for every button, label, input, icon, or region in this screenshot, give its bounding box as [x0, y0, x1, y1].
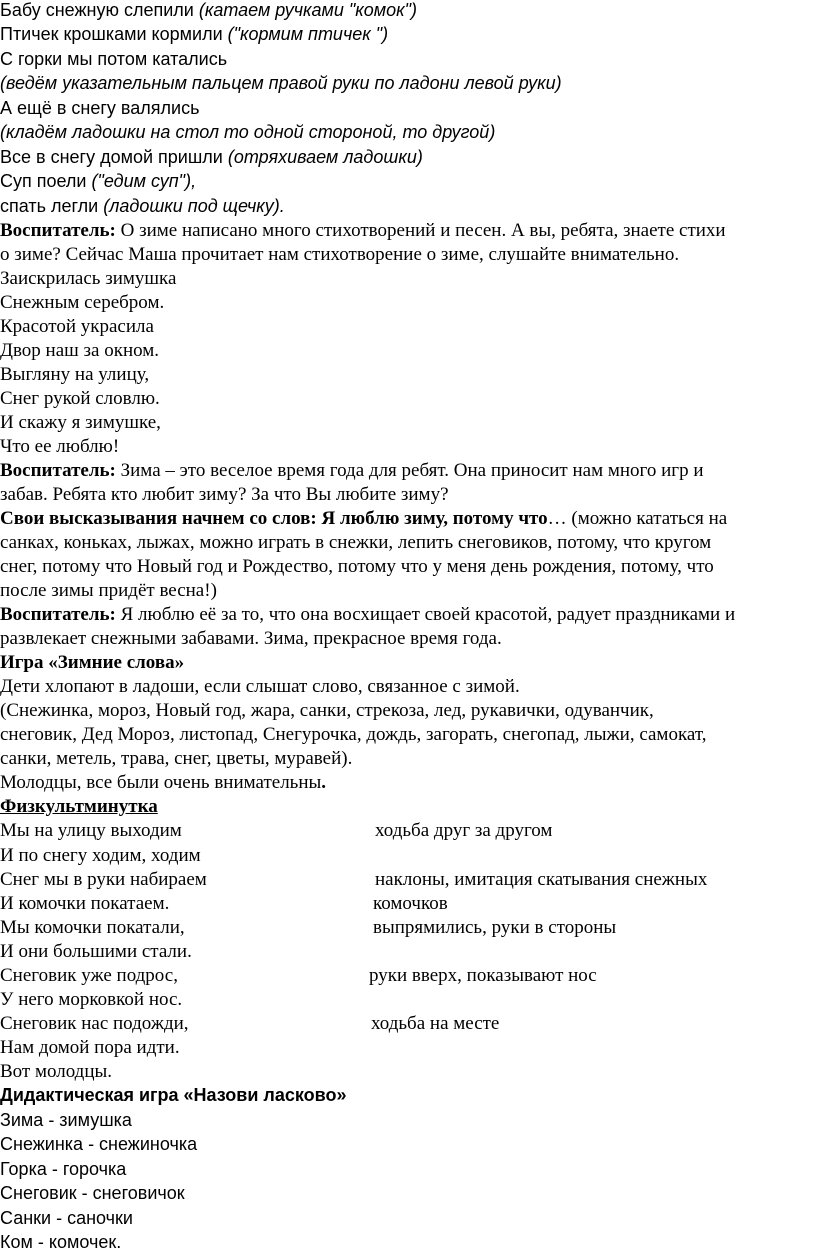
teacher-paragraph: Воспитатель: Зима – это веселое время года для ребят. Она приносит нам много игр и [0, 460, 704, 481]
rhyme-line: Птичек крошками кормили ("кормим птичек ") [0, 24, 389, 44]
word-pair: Снеговик - снеговичок [0, 1183, 185, 1203]
exercise-verse: Мы на улицу выходим [0, 820, 182, 841]
poem-line: Снежным серебром. [0, 292, 165, 313]
poem-line: Двор наш за окном. [0, 340, 160, 361]
word-pair: Горка - горочка [0, 1159, 127, 1179]
word-pair: Зима - зимушка [0, 1110, 132, 1130]
rhyme-line: А ещё в снегу валялись [0, 98, 200, 118]
exercise-verse: У него морковкой нос. [0, 989, 183, 1010]
exercise-verse: Вот молодцы. [0, 1061, 113, 1082]
rhyme-line: Бабу снежную слепили (катаем ручками "комок") [0, 0, 418, 20]
exercise-action: комочков [373, 893, 448, 914]
exercise-verse: Нам домой пора идти. [0, 1037, 180, 1058]
poem-line: Красотой украсила [0, 316, 154, 337]
statements-line: после зимы придёт весна!) [0, 580, 217, 601]
game-title: Игра «Зимние слова» [0, 652, 185, 673]
word-pair: Снежинка - снежиночка [0, 1134, 198, 1154]
poem-line: Что ее люблю! [0, 436, 120, 457]
rhyme-line: Суп поели ("едим суп"), [0, 171, 197, 191]
teacher-paragraph: Воспитатель: Я люблю её за то, что она восхищает своей красотой, радует праздниками и [0, 604, 736, 625]
rhyme-line: (кладём ладошки на стол то одной стороной, то другой) [0, 122, 496, 142]
exercise-verse: Снеговик нас подожди, [0, 1013, 189, 1034]
exercise-verse: И комочки покатаем. [0, 893, 170, 914]
poem-line: Заискрилась зимушка [0, 268, 177, 289]
rhyme-line: Все в снегу домой пришли (отряхиваем ладошки) [0, 147, 423, 167]
didactic-game-title: Дидактическая игра «Назови ласково» [0, 1085, 347, 1105]
teacher-paragraph-cont: забав. Ребята кто любит зиму? За что Вы любите зиму? [0, 484, 449, 505]
exercise-action: наклоны, имитация скатывания снежных [375, 869, 708, 890]
exercise-verse: Мы комочки покатали, [0, 917, 185, 938]
exercise-verse: Снег мы в руки набираем [0, 869, 207, 890]
rhyme-line: (ведём указательным пальцем правой руки по ладони левой руки) [0, 73, 562, 93]
exercise-verse: Снеговик уже подрос, [0, 965, 178, 986]
teacher-paragraph: Воспитатель: О зиме написано много стихотворений и песен. А вы, ребята, знаете стихи [0, 220, 726, 241]
game-words: санки, метель, трава, снег, цветы, муравей). [0, 748, 353, 769]
exercise-action: выпрямились, руки в стороны [373, 917, 617, 938]
game-words: снеговик, Дед Мороз, листопад, Снегурочка, дождь, загорать, снегопад, лыжи, самокат, [0, 724, 707, 745]
game-words: (Снежинка, мороз, Новый год, жара, санки, стрекоза, лед, рукавички, одуванчик, [0, 700, 654, 721]
word-pair: Санки - саночки [0, 1208, 133, 1228]
game-praise: Молодцы, все были очень внимательны. [0, 772, 327, 793]
teacher-paragraph-cont: развлекает снежными забавами. Зима, прекрасное время года. [0, 628, 502, 649]
statements-line: санках, коньках, лыжах, можно играть в снежки, лепить снеговиков, потому, что кругом [0, 532, 712, 553]
teacher-paragraph-cont: о зиме? Сейчас Маша прочитает нам стихотворение о зиме, слушайте внимательно. [0, 244, 680, 265]
exercise-action: ходьба друг за другом [375, 820, 553, 841]
word-pair: Ком - комочек. [0, 1232, 122, 1252]
rhyme-line: спать легли (ладошки под щечку). [0, 196, 285, 216]
exercise-action: руки вверх, показывают нос [369, 965, 597, 986]
poem-line: Выгляну на улицу, [0, 364, 150, 385]
game-description: Дети хлопают в ладоши, если слышат слово, связанное с зимой. [0, 676, 520, 697]
poem-line: И скажу я зимушке, [0, 412, 161, 433]
exercise-verse: И по снегу ходим, ходим [0, 845, 201, 866]
statements-paragraph: Свои высказывания начнем со слов: Я люблю зиму, потому что… (можно кататься на [0, 508, 728, 529]
exercise-verse: И они большими стали. [0, 941, 192, 962]
exercise-title: Физкультминутка [0, 796, 158, 817]
exercise-action: ходьба на месте [371, 1013, 500, 1034]
rhyme-line: С горки мы потом катались [0, 49, 228, 69]
poem-line: Снег рукой словлю. [0, 388, 160, 409]
statements-line: снег, потому что Новый год и Рождество, потому что у меня день рождения, потому, что [0, 556, 714, 577]
